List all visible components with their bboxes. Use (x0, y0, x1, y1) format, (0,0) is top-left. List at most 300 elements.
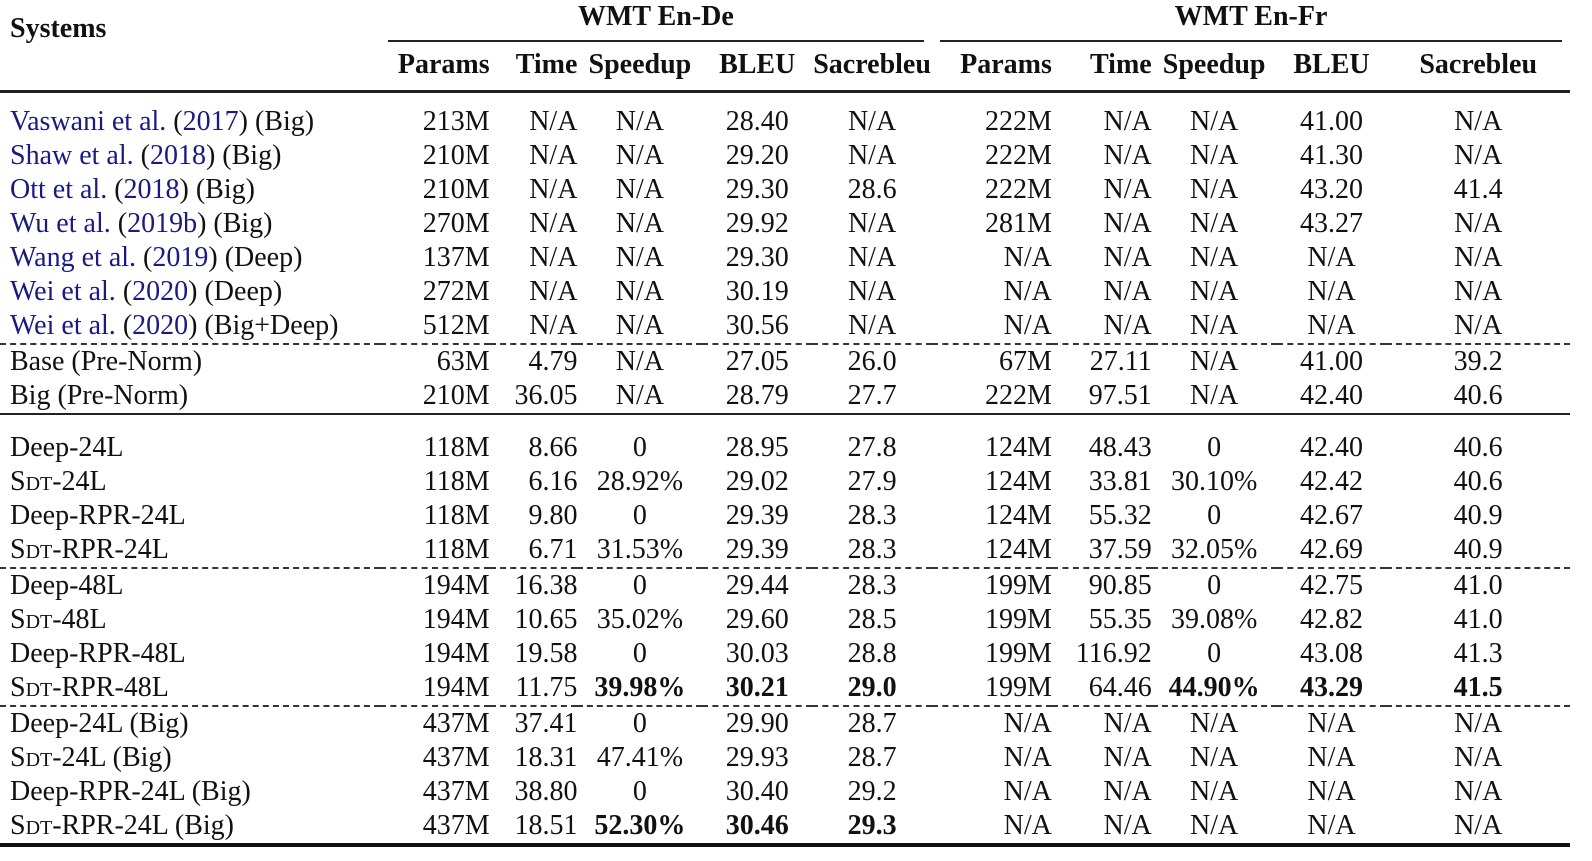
cell: N/A (1103, 174, 1152, 205)
cell: 18.31 (514, 742, 578, 773)
cell: 37.41 (490, 706, 578, 741)
column-header-speedup: Speedup (588, 49, 692, 80)
cell: 29.30 (725, 174, 789, 205)
cell: 28.92% (596, 466, 684, 497)
cell: 512M (422, 310, 490, 341)
cell: 67M (932, 344, 1052, 379)
model-size: (Big) (254, 106, 315, 137)
cell: 199M (984, 604, 1052, 635)
system-name (0, 775, 380, 809)
system-name (0, 533, 380, 568)
system-name (0, 637, 380, 671)
cell: 29.39 (725, 534, 789, 565)
cell: N/A (1454, 310, 1503, 341)
cell: N/A (1307, 776, 1356, 807)
cell: 194M (422, 638, 490, 669)
cell: 41.5 (1453, 672, 1503, 703)
cell: 48.43 (1052, 414, 1152, 465)
cell: 0 (577, 414, 702, 465)
system-name: Wu et al. (2019b) (Big) (10, 208, 273, 239)
table-row (0, 533, 1570, 568)
table-row (0, 207, 1570, 241)
cell: 43.29 (1299, 672, 1363, 703)
cell: N/A (1152, 706, 1277, 741)
cell: 210M (422, 140, 490, 171)
cell: 222M (932, 92, 1052, 140)
system-name (0, 465, 380, 499)
cell: 0 (632, 638, 647, 669)
cell: N/A (1454, 810, 1503, 841)
cell: 0 (1152, 568, 1277, 603)
cell: N/A (529, 208, 578, 239)
cell: 43.27 (1299, 208, 1363, 239)
cell: 41.0 (1453, 604, 1503, 635)
system-label: -RPR-48L (52, 672, 169, 703)
cell: 199M (984, 672, 1052, 703)
cell: N/A (1152, 344, 1277, 379)
cell: N/A (1454, 776, 1503, 807)
cell: N/A (1190, 208, 1239, 239)
cell: 16.38 (490, 568, 578, 603)
group-header-en-fr: WMT En-Fr (932, 0, 1570, 40)
system-label: -RPR-24L (52, 534, 169, 565)
cell: 29.92 (725, 208, 789, 239)
cell: 10.65 (514, 604, 578, 635)
cell: 29.60 (725, 604, 789, 635)
system-name: Vaswani et al. (2017) (Big) (0, 92, 380, 140)
cell: 29.39 (725, 500, 789, 531)
cell: N/A (1003, 310, 1052, 341)
cell: 28.8 (847, 638, 897, 669)
cell: 40.9 (1453, 534, 1503, 565)
cell: 210M (422, 380, 490, 411)
system-name: Shaw et al. (2018) (Big) (10, 140, 282, 171)
column-header-params: Params (960, 49, 1052, 80)
cell: 29.90 (702, 706, 812, 741)
column-header-sacrebleu: Sacrebleu (813, 49, 931, 80)
cell: N/A (529, 242, 578, 273)
table-row (0, 379, 1570, 414)
cell: 42.40 (1277, 414, 1387, 465)
column-header-time: Time (1090, 49, 1152, 80)
cell: 41.4 (1453, 174, 1503, 205)
cell: 4.79 (490, 344, 578, 379)
cell: 29.3 (847, 810, 897, 841)
cell: 118M (423, 500, 490, 531)
cell: 194M (422, 672, 490, 703)
table-row (0, 603, 1570, 637)
cell: 29.44 (702, 568, 812, 603)
cell: 0 (1207, 500, 1222, 531)
table-row (0, 241, 1570, 275)
cell: N/A (1386, 706, 1570, 741)
cell: N/A (1003, 810, 1052, 841)
cell: 0 (577, 568, 702, 603)
cell: N/A (1190, 140, 1239, 171)
cell: 40.6 (1453, 380, 1503, 411)
system-name (0, 706, 380, 741)
cell: 28.5 (847, 604, 897, 635)
system-name (0, 568, 380, 603)
cell: N/A (615, 208, 664, 239)
cell: 41.0 (1386, 568, 1570, 603)
cell: 39.08% (1170, 604, 1258, 635)
citation-link[interactable]: Vaswani et al. (10, 106, 167, 137)
cell: N/A (615, 140, 664, 171)
citation-link[interactable]: Shaw et al. (10, 140, 134, 171)
column-header-speedup: Speedup (1162, 49, 1266, 80)
citation-year-link[interactable]: 2017 (182, 106, 239, 137)
cell: N/A (1052, 92, 1152, 140)
cell: N/A (1103, 242, 1152, 273)
system-label: -RPR-24L (Big) (52, 810, 234, 841)
cell: N/A (1003, 776, 1052, 807)
cell: N/A (847, 276, 897, 307)
cell: 27.8 (812, 414, 932, 465)
table-row (0, 275, 1570, 309)
model-size: (Big+Deep) (204, 310, 339, 341)
cell: N/A (615, 242, 664, 273)
sdt-label: Sdt (10, 534, 53, 565)
cell: 26.0 (812, 344, 932, 379)
cell: N/A (1103, 742, 1152, 773)
table-row (0, 139, 1570, 173)
table-row (0, 706, 1570, 741)
column-header-bleu: BLEU (719, 49, 796, 80)
cell: 39.2 (1386, 344, 1570, 379)
cell: N/A (1103, 276, 1152, 307)
cell: 124M (932, 414, 1052, 465)
cell: N/A (529, 276, 578, 307)
system-label: -24L (52, 466, 107, 497)
system-name (0, 414, 380, 465)
system-name: Wang et al. (2019) (Deep) (10, 242, 303, 273)
sdt-label: Sdt (10, 604, 53, 635)
cell: 270M (422, 208, 490, 239)
cell: 29.93 (725, 742, 789, 773)
citation-link[interactable]: Wei et al. (10, 310, 116, 341)
group-header-en-de: WMT En-De (380, 0, 932, 40)
column-header-time: Time (515, 49, 578, 80)
system-label: Deep-RPR-24L (Big) (10, 776, 251, 807)
cell: N/A (1103, 776, 1152, 807)
cell: 47.41% (596, 742, 684, 773)
cell: 27.9 (847, 466, 897, 497)
cell: 37.59 (1088, 534, 1152, 565)
system-label: -24L (Big) (52, 742, 172, 773)
citation-year-link[interactable]: 2020 (132, 310, 189, 341)
cell: N/A (529, 174, 578, 205)
cell: 222M (984, 174, 1052, 205)
cell: N/A (1454, 208, 1503, 239)
cell: 30.19 (725, 276, 789, 307)
citation-year-link[interactable]: 2018 (123, 174, 180, 205)
bottom-rule (0, 843, 1570, 847)
cell: 9.80 (528, 500, 578, 531)
cell: 0 (1152, 414, 1277, 465)
cell: N/A (615, 310, 664, 341)
cell: N/A (1103, 208, 1152, 239)
cell: N/A (1307, 276, 1356, 307)
cell: 118M (423, 534, 490, 565)
sdt-label: Sdt (10, 672, 53, 703)
cell: 18.51 (514, 810, 578, 841)
cell: 64.46 (1088, 672, 1152, 703)
cell: 118M (423, 466, 490, 497)
cell: 29.2 (847, 776, 897, 807)
cell: 19.58 (514, 638, 578, 669)
cell: 28.95 (702, 414, 812, 465)
system-label: -48L (52, 604, 107, 635)
cell: 28.40 (702, 92, 812, 140)
cell: N/A (490, 92, 578, 140)
table-row (0, 414, 1570, 465)
cell: 29.20 (725, 140, 789, 171)
cell: 30.21 (725, 672, 789, 703)
cell: 90.85 (1052, 568, 1152, 603)
cell: 116.92 (1075, 638, 1152, 669)
cell: 210M (422, 174, 490, 205)
cell: 32.05% (1170, 534, 1258, 565)
cell: 30.40 (725, 776, 789, 807)
cell: N/A (1190, 776, 1239, 807)
cell: 27.11 (1052, 344, 1152, 379)
cell: 6.71 (528, 534, 578, 565)
cell: 97.51 (1088, 380, 1152, 411)
cell: 0 (577, 706, 702, 741)
sdt-label: Sdt (10, 466, 53, 497)
cell: N/A (1454, 242, 1503, 273)
system-name: Wei et al. (2020) (Deep) (10, 276, 283, 307)
cell: 137M (422, 242, 490, 273)
table-row (0, 465, 1570, 499)
cell: 437M (380, 706, 490, 741)
citation-link[interactable]: Wang et al. (10, 242, 137, 273)
system-label: Deep-24L (Big) (10, 708, 189, 739)
cell: N/A (615, 276, 664, 307)
cell: 41.30 (1299, 140, 1363, 171)
cell: 27.05 (702, 344, 812, 379)
cell: 437M (422, 810, 490, 841)
cell: N/A (847, 310, 897, 341)
cell: 124M (984, 534, 1052, 565)
citation-link[interactable]: Wu et al. (10, 208, 111, 239)
model-size: (Deep) (224, 242, 303, 273)
cell: 194M (380, 568, 490, 603)
system-name (0, 603, 380, 637)
cell: N/A (1190, 276, 1239, 307)
cell: 41.00 (1277, 344, 1387, 379)
cell: N/A (1307, 810, 1356, 841)
system-name (0, 671, 380, 706)
cell: 0 (632, 776, 647, 807)
system-label: Deep-24L (10, 432, 124, 463)
model-size: (Big) (213, 208, 273, 239)
cell: 124M (984, 500, 1052, 531)
cell: N/A (1277, 706, 1387, 741)
cell: 39.98% (594, 672, 686, 703)
cell: 42.67 (1299, 500, 1363, 531)
cell: 272M (422, 276, 490, 307)
table-row (0, 741, 1570, 775)
cell: 43.08 (1299, 638, 1363, 669)
cell: 0 (1207, 638, 1222, 669)
cell: N/A (1190, 742, 1239, 773)
cell: 124M (984, 466, 1052, 497)
systems-header: Systems (10, 13, 107, 44)
system-label: Deep-RPR-48L (10, 638, 186, 669)
cell: 199M (932, 568, 1052, 603)
cell: N/A (1454, 742, 1503, 773)
citation-link[interactable]: Wei et al. (10, 276, 116, 307)
cell: N/A (812, 92, 932, 140)
citation-year-link[interactable]: 2019b (127, 208, 198, 239)
cell: 35.02% (596, 604, 684, 635)
cell: 28.6 (847, 174, 897, 205)
table-row (0, 173, 1570, 207)
cell: 41.00 (1277, 92, 1387, 140)
cell: N/A (1190, 380, 1239, 411)
cell: N/A (529, 140, 578, 171)
cell: N/A (1190, 174, 1239, 205)
cell: 43.20 (1299, 174, 1363, 205)
cell: 41.3 (1453, 638, 1503, 669)
cell: N/A (529, 310, 578, 341)
cell: N/A (615, 380, 664, 411)
cell: 29.30 (725, 242, 789, 273)
cell: N/A (1307, 742, 1356, 773)
model-size: (Deep) (204, 276, 283, 307)
cell: 42.40 (1299, 380, 1363, 411)
cell: N/A (577, 92, 702, 140)
cell: 42.75 (1277, 568, 1387, 603)
cell: 281M (984, 208, 1052, 239)
cell: 40.6 (1453, 466, 1503, 497)
system-label: Deep-48L (10, 570, 124, 601)
cell: 55.35 (1088, 604, 1152, 635)
cell: 42.42 (1299, 466, 1363, 497)
cell: N/A (1103, 810, 1152, 841)
cell: 40.9 (1453, 500, 1503, 531)
cell: N/A (1190, 310, 1239, 341)
table-row (0, 309, 1570, 344)
citation-link[interactable]: Ott et al. (10, 174, 108, 205)
cell: N/A (847, 208, 897, 239)
cell: N/A (847, 242, 897, 273)
system-name (0, 499, 380, 533)
cell: 63M (380, 344, 490, 379)
table-row (0, 775, 1570, 809)
citation-year-link[interactable]: 2019 (152, 242, 209, 273)
table-row (0, 499, 1570, 533)
cell: 28.7 (847, 742, 897, 773)
cell: N/A (1307, 310, 1356, 341)
cell: N/A (1190, 242, 1239, 273)
system-label: Deep-RPR-24L (10, 500, 186, 531)
cell: 52.30% (594, 810, 686, 841)
column-header-sacrebleu: Sacrebleu (1419, 49, 1538, 80)
cell: 38.80 (514, 776, 578, 807)
cell: N/A (1152, 92, 1277, 140)
cell: N/A (1003, 276, 1052, 307)
cell: 30.03 (725, 638, 789, 669)
cell: N/A (1454, 140, 1503, 171)
cell: 222M (984, 380, 1052, 411)
cell: 28.3 (847, 500, 897, 531)
table-row (0, 344, 1570, 379)
cell: 437M (422, 776, 490, 807)
table-row (0, 568, 1570, 603)
cell: 29.0 (847, 672, 897, 703)
cell: N/A (847, 140, 897, 171)
cell: 118M (380, 414, 490, 465)
citation-year-link[interactable]: 2018 (149, 140, 206, 171)
cell: 437M (422, 742, 490, 773)
cell: 11.75 (515, 672, 578, 703)
cell: 44.90% (1168, 672, 1260, 703)
cell: N/A (1190, 810, 1239, 841)
column-header-params: Params (397, 49, 490, 80)
cell: 222M (984, 140, 1052, 171)
sdt-label: Sdt (10, 810, 53, 841)
cell: 213M (380, 92, 490, 140)
table-row (0, 92, 1570, 140)
cell: 30.46 (725, 810, 789, 841)
cell: 33.81 (1088, 466, 1152, 497)
cell: 40.6 (1386, 414, 1570, 465)
cell: N/A (615, 174, 664, 205)
cell: N/A (1003, 742, 1052, 773)
cell: 28.79 (725, 380, 789, 411)
cell: 194M (422, 604, 490, 635)
system-name: Big (Pre-Norm) (10, 380, 189, 411)
cell: N/A (577, 344, 702, 379)
model-size: (Big) (195, 174, 255, 205)
cell: N/A (1307, 242, 1356, 273)
system-name: Ott et al. (2018) (Big) (10, 174, 255, 205)
cell: 8.66 (490, 414, 578, 465)
cell: 30.10% (1170, 466, 1258, 497)
cell: 27.7 (847, 380, 897, 411)
cell: N/A (1052, 706, 1152, 741)
cell: 42.69 (1299, 534, 1363, 565)
system-name (0, 741, 380, 775)
cell: 42.82 (1299, 604, 1363, 635)
cell: 31.53% (596, 534, 684, 565)
cell: 199M (984, 638, 1052, 669)
table-row (0, 637, 1570, 671)
system-name: Base (Pre-Norm) (0, 344, 380, 379)
cell: N/A (1454, 276, 1503, 307)
citation-year-link[interactable]: 2020 (132, 276, 189, 307)
system-name: Wei et al. (2020) (Big+Deep) (10, 310, 339, 341)
cell: 0 (632, 500, 647, 531)
cell: 29.02 (725, 466, 789, 497)
system-name (0, 809, 380, 843)
cell: N/A (1103, 140, 1152, 171)
cell: 30.56 (725, 310, 789, 341)
sdt-label: Sdt (10, 742, 53, 773)
cell: 36.05 (514, 380, 578, 411)
column-header-bleu: BLEU (1293, 49, 1370, 80)
model-size: (Big) (222, 140, 282, 171)
cell: 28.7 (812, 706, 932, 741)
cell: 28.3 (847, 534, 897, 565)
cell: N/A (1003, 242, 1052, 273)
cell: 28.3 (812, 568, 932, 603)
cell: 6.16 (528, 466, 578, 497)
cell: 55.32 (1088, 500, 1152, 531)
